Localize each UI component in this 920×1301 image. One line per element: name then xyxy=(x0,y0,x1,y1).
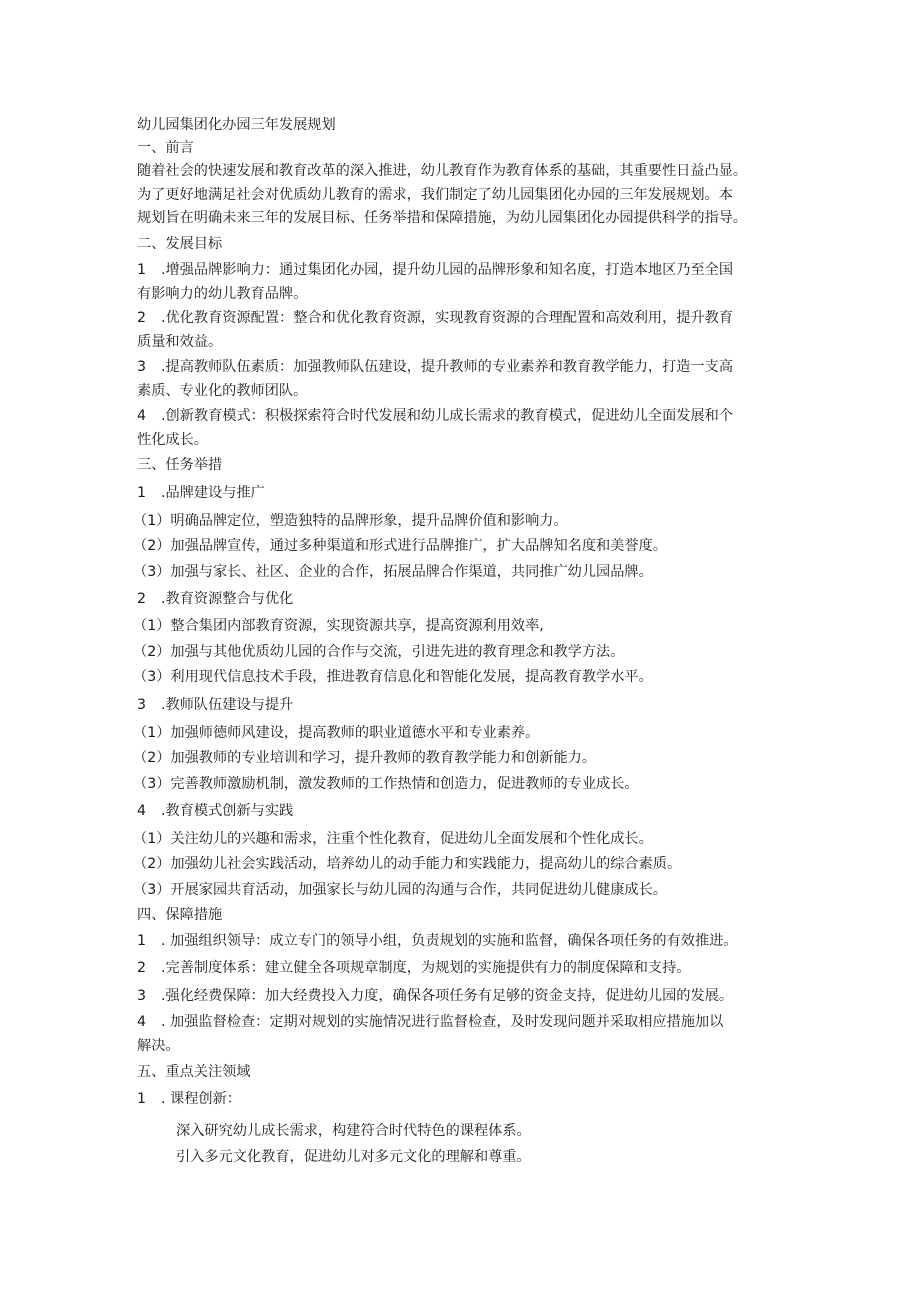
section-heading-intro: 一、前言 xyxy=(137,140,194,156)
document-title: 幼儿园集团化办园三年发展规划 xyxy=(137,117,336,133)
item-text: .教育模式创新与实践 xyxy=(161,803,294,819)
goal-item xyxy=(137,405,787,452)
item-text-continued: 有影响力的幼儿教育品牌。 xyxy=(137,285,308,302)
item-text: .教师队伍建设与提升 xyxy=(161,697,294,713)
safeguard-item xyxy=(137,957,787,981)
goal-item xyxy=(137,356,787,403)
item-number: 3 xyxy=(137,988,147,1004)
task-group-title xyxy=(137,694,787,718)
item-text: .教育资源整合与优化 xyxy=(161,591,294,607)
item-text: .增强品牌影响力：通过集团化办园，提升幼儿园的品牌形象和知名度，打造本地区乃至全国 xyxy=(161,262,734,278)
task-subitem: （3）开展家园共育活动，加强家长与幼儿园的沟通与合作，共同促进幼儿健康成长。 xyxy=(133,882,667,898)
item-text-continued: 质量和效益。 xyxy=(137,333,223,350)
item-text: .品牌建设与推广 xyxy=(161,485,265,501)
task-subitem: （2）加强品牌宣传，通过多种渠道和形式进行品牌推广，扩大品牌知名度和美誉度。 xyxy=(133,538,667,554)
task-subitem: （1）关注幼儿的兴趣和需求，注重个性化教育，促进幼儿全面发展和个性化成长。 xyxy=(133,831,653,847)
item-text: . 加强组织领导：成立专门的领导小组，负责规划的实施和监督，确保各项任务的有效推进。 xyxy=(161,933,738,949)
goal-item xyxy=(137,307,787,354)
item-number: 4 xyxy=(137,1014,147,1030)
item-text: .提高教师队伍素质：加强教师队伍建设，提升教师的专业素养和教育教学能力，打造一支高 xyxy=(161,359,734,375)
task-group-title xyxy=(137,588,787,612)
section-heading-tasks: 三、任务举措 xyxy=(137,457,223,473)
item-number: 3 xyxy=(137,359,147,375)
paragraph-line: 随着社会的快速发展和教育改革的深入推进，幼儿教育作为教育体系的基础，其重要性日益凸显。 xyxy=(137,163,748,179)
safeguard-item xyxy=(137,930,787,954)
item-number: 4 xyxy=(137,408,147,424)
item-number: 3 xyxy=(137,697,147,713)
task-group-title xyxy=(137,482,787,506)
item-text-continued: 素质、专业化的教师团队。 xyxy=(137,382,308,399)
task-subitem: （3）完善教师激励机制，激发教师的工作热情和创造力，促进教师的专业成长。 xyxy=(133,776,639,792)
item-number: 4 xyxy=(137,803,147,819)
task-subitem: （2）加强教师的专业培训和学习，提升教师的教育教学能力和创新能力。 xyxy=(133,750,597,766)
item-number: 2 xyxy=(137,591,147,607)
item-number: 1 xyxy=(137,933,147,949)
section-heading-goals: 二、发展目标 xyxy=(137,236,223,252)
item-number: 2 xyxy=(137,960,147,976)
task-subitem: （2）加强与其他优质幼儿园的合作与交流，引进先进的教育理念和教学方法。 xyxy=(133,644,625,660)
item-text: .强化经费保障：加大经费投入力度，确保各项任务有足够的资金支持，促进幼儿园的发展。 xyxy=(161,988,734,1004)
task-subitem: （1）加强师德师风建设，提高教师的职业道德水平和专业素养。 xyxy=(133,725,540,741)
item-text: .创新教育模式：积极探索符合时代发展和幼儿成长需求的教育模式，促进幼儿全面发展和个 xyxy=(161,408,734,424)
item-text-continued: 解决。 xyxy=(137,1037,180,1054)
task-group-title xyxy=(137,800,787,824)
task-subitem: （3）利用现代信息技术手段，推进教育信息化和智能化发展，提高教育教学水平。 xyxy=(133,669,653,685)
section-heading-focus: 五、重点关注领域 xyxy=(137,1064,251,1080)
paragraph-line: 为了更好地满足社会对优质幼儿教育的需求，我们制定了幼儿园集团化办园的三年发展规划。本 xyxy=(137,186,733,203)
item-text: . 加强监督检查：定期对规划的实施情况进行监督检查，及时发现问题并采取相应措施加以 xyxy=(161,1014,724,1030)
goal-item xyxy=(137,259,787,306)
item-number: 1 xyxy=(137,485,147,501)
item-number: 2 xyxy=(137,310,147,326)
task-subitem: （3）加强与家长、社区、企业的合作，拓展品牌合作渠道，共同推广幼儿园品牌。 xyxy=(133,564,653,580)
item-number: 1 xyxy=(137,1091,147,1107)
focus-item xyxy=(137,1088,787,1112)
item-text: . 课程创新： xyxy=(161,1091,241,1107)
intro-paragraph xyxy=(137,160,787,231)
focus-bullet: 引入多元文化教育，促进幼儿对多元文化的理解和尊重。 xyxy=(176,1149,531,1165)
item-number: 1 xyxy=(137,262,147,278)
task-subitem: （1）整合集团内部教育资源，实现资源共享，提高资源利用效率, xyxy=(133,618,544,634)
task-subitem: （1）明确品牌定位，塑造独特的品牌形象，提升品牌价值和影响力。 xyxy=(133,513,568,529)
section-heading-safeguards: 四、保障措施 xyxy=(137,907,223,923)
safeguard-item xyxy=(137,1011,787,1058)
item-text: .完善制度体系：建立健全各项规章制度，为规划的实施提供有力的制度保障和支持。 xyxy=(161,960,691,976)
item-text: .优化教育资源配置：整合和优化教育资源，实现教育资源的合理配置和高效利用，提升教育 xyxy=(161,310,734,326)
item-text-continued: 性化成长。 xyxy=(137,431,208,448)
safeguard-item xyxy=(137,985,787,1009)
task-subitem: （2）加强幼儿社会实践活动，培养幼儿的动手能力和实践能力，提高幼儿的综合素质。 xyxy=(133,856,682,872)
focus-bullet: 深入研究幼儿成长需求，构建符合时代特色的课程体系。 xyxy=(176,1123,531,1139)
paragraph-line: 规划旨在明确未来三年的发展目标、任务举措和保障措施，为幼儿园集团化办园提供科学的指导。 xyxy=(137,210,748,226)
